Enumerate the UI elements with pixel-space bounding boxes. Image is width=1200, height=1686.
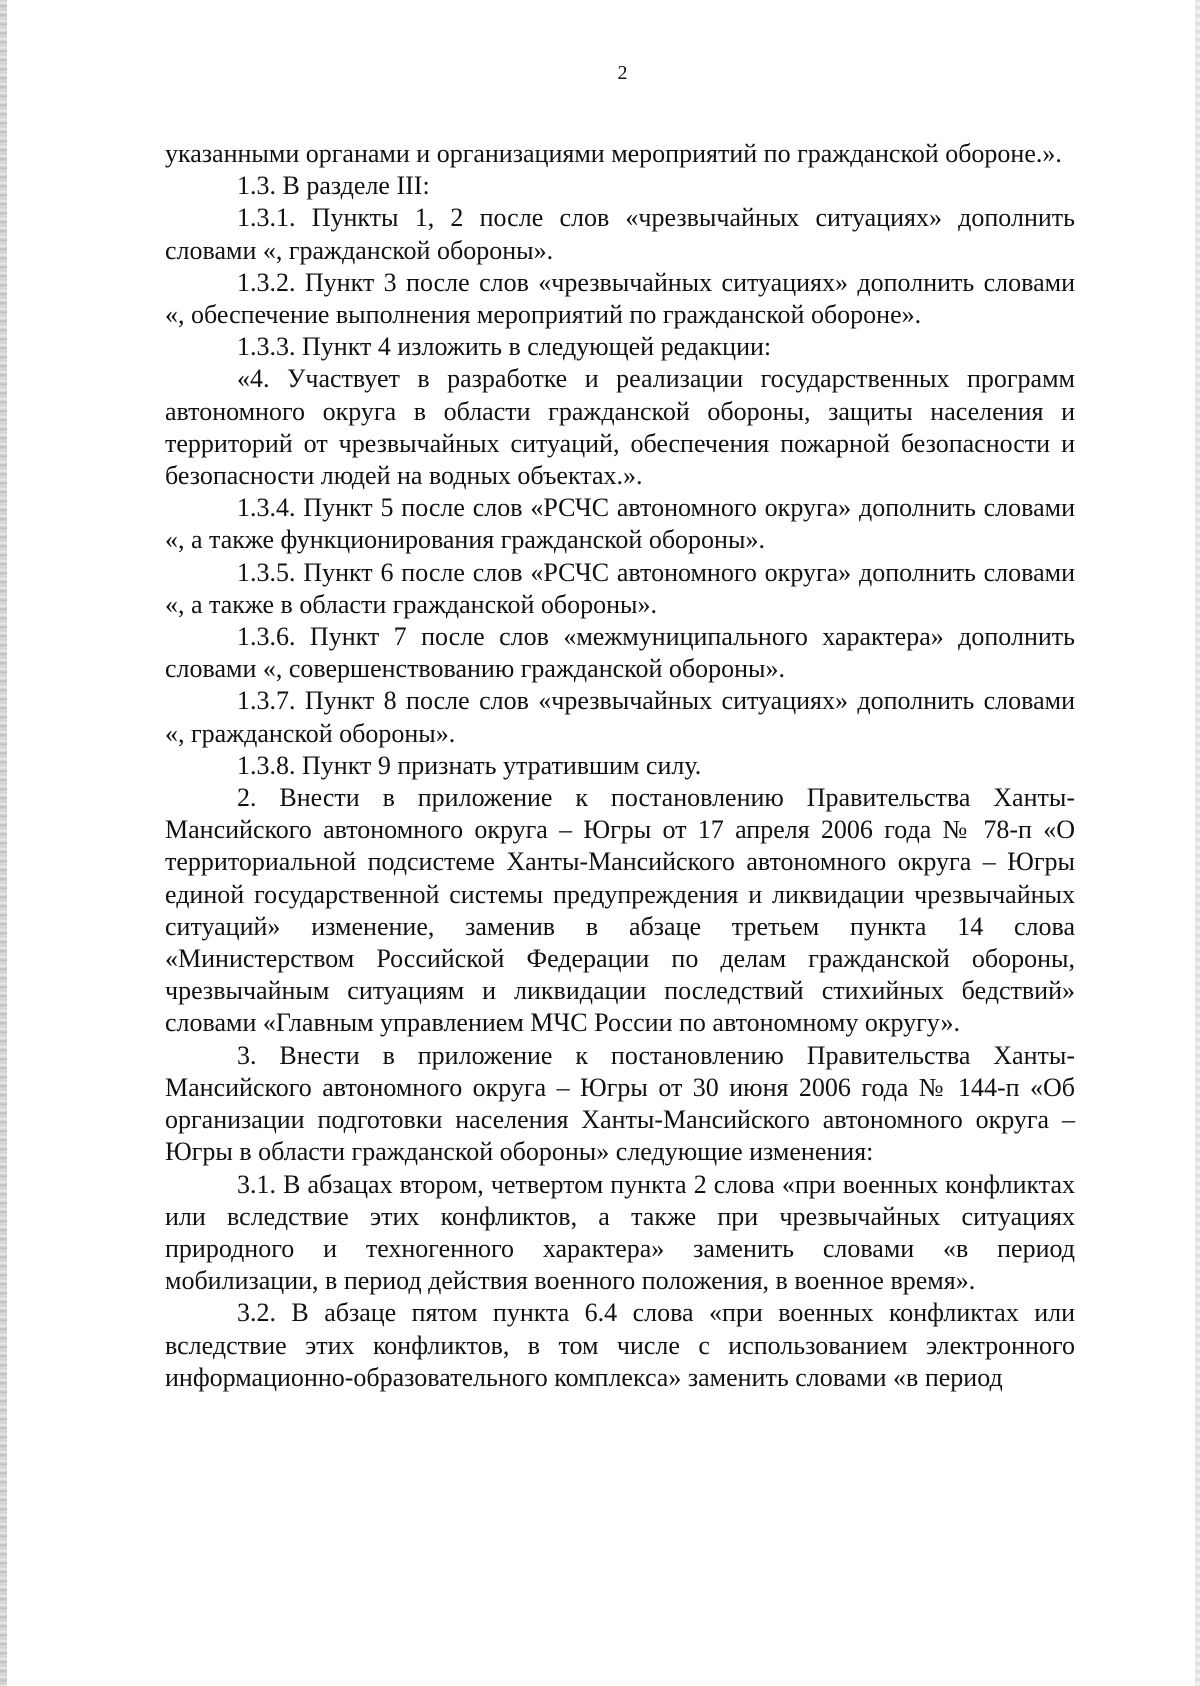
paragraph: 1.3.6. Пункт 7 после слов «межмуниципального характера» дополнить словами «, совершенствованию гражданской обороны». bbox=[165, 622, 1075, 684]
paragraph: 1.3.2. Пункт 3 после слов «чрезвычайных ситуациях» дополнить словами «, обеспечение выполнения мероприятий по гражданской обороне». bbox=[165, 267, 1075, 330]
paragraph: 1.3. В разделе III: bbox=[237, 171, 430, 201]
paragraph: 1.3.7. Пункт 8 после слов «чрезвычайных ситуациях» дополнить словами «, гражданской обороны». bbox=[165, 686, 1075, 748]
paragraph: 3.2. В абзаце пятом пункта 6.4 слова «при военных конфликтах или вследствие этих конфликтов, в том числе с использованием электронного информационно-образовательного комплекса» заменить словами «в период bbox=[165, 1298, 1075, 1392]
paragraph: 1.3.5. Пункт 6 после слов «РСЧС автономного округа» дополнить словами «, а также в области гражданской обороны». bbox=[165, 557, 1075, 619]
page-number: 2 bbox=[617, 62, 628, 84]
paragraph: 3. Внести в приложение к постановлению Правительства Ханты-Мансийского автономного округа – Югры от 30 июня 2006 года № 144-п «Об организации подготовки населения Ханты-Мансийского автономного округа – Югры в области гражданской обороны» следующие изменения: bbox=[165, 1040, 1075, 1167]
paragraph: 1.3.1. Пункты 1, 2 после слов «чрезвычайных ситуациях» дополнить словами «, гражданской обороны». bbox=[165, 203, 1075, 265]
paragraph: указанными органами и организациями мероприятий по гражданской обороне.». bbox=[165, 139, 1062, 168]
paragraph: 3.1. В абзацах втором, четвертом пункта 2 слова «при военных конфликтах или вследствие этих конфликтов, а также при чрезвычайных ситуациях природного и техногенного характера» заменить словами «в период мобилизации, в период действия военного положения, в военное время». bbox=[165, 1169, 1075, 1296]
scan-edge-right bbox=[1195, 0, 1200, 1686]
document-body bbox=[165, 138, 1075, 1394]
paragraph: 1.3.4. Пункт 5 после слов «РСЧС автономного округа» дополнить словами «, а также функционирования гражданской обороны». bbox=[165, 493, 1075, 555]
paragraph: 2. Внести в приложение к постановлению Правительства Ханты-Мансийского автономного округа – Югры от 17 апреля 2006 года № 78-п «О территориальной подсистеме Ханты-Мансийского автономного округа – Югры единой государственной системы предупреждения и ликвидации чрезвычайных ситуаций» изменение, заменив в абзаце третьем пункта 14 слова «Министерством Российской Федерации по делам гражданской обороны, чрезвычайным ситуациям и ликвидации последствий стихийных бедствий» словами «Главным управлением МЧС России по автономному округу». bbox=[165, 783, 1075, 1038]
paragraph: 1.3.8. Пункт 9 признать утратившим силу. bbox=[237, 750, 702, 780]
scan-edge-left bbox=[0, 0, 7, 1686]
paragraph: 1.3.3. Пункт 4 изложить в следующей редакции: bbox=[237, 332, 772, 362]
paragraph: «4. Участвует в разработке и реализации государственных программ автономного округа в области гражданской обороны, защиты населения и территорий от чрезвычайных ситуаций, обеспечения пожарной безопасности и безопасности людей на водных объектах.». bbox=[165, 364, 1075, 491]
